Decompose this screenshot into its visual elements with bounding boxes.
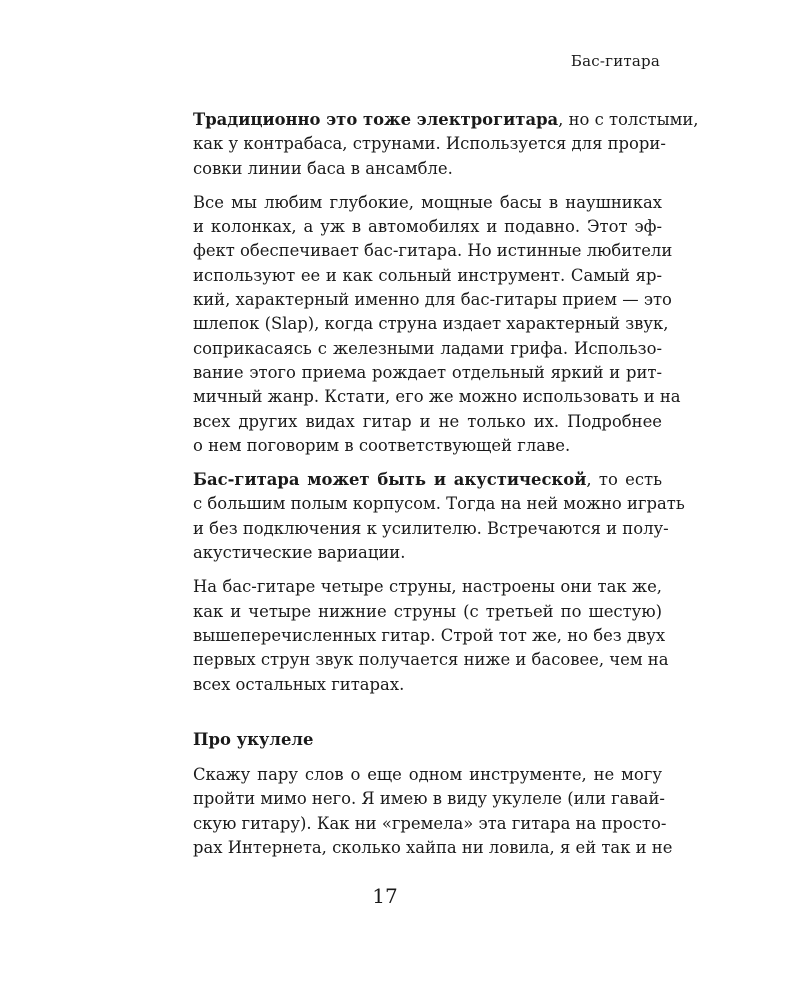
line-text: рах Интернета, сколько хайпа ни ловила, я ей так и не [193, 838, 673, 858]
line-text: вышеперечисленных гитар. Строй тот же, но без двух [193, 625, 666, 645]
paragraph [193, 575, 669, 696]
text-line [193, 541, 662, 565]
line-text: первых струн звук получается ниже и басовее, чем на [193, 650, 669, 670]
line-text: и колонках, а уж в автомобилях и подавно. Этот эф- [193, 217, 662, 237]
text-line [193, 108, 699, 132]
text-line [193, 434, 662, 458]
text-line [193, 239, 673, 263]
text-line [193, 312, 669, 336]
line-text: кий, характерный именно для бас-гитары прием — это [193, 290, 672, 310]
text-line [193, 624, 666, 648]
page-number: 17 [372, 884, 398, 908]
text-line [193, 385, 681, 409]
text-line [193, 157, 662, 181]
bold-phrase: Бас-гитара может быть и акустической [193, 470, 587, 490]
line-text: с большим полым корпусом. Тогда на ней можно играть [193, 494, 685, 514]
line-text: шлепок (Slap), когда струна издает характерный звук, [193, 314, 669, 334]
line-text: акустические вариации. [193, 543, 406, 563]
text-line [193, 575, 662, 599]
text-line [193, 468, 662, 492]
text-line [193, 673, 662, 697]
line-text: как и четыре нижние струны (с третьей по шестую) [193, 601, 662, 621]
line-text: как у контрабаса, струнами. Используется для прори- [193, 134, 666, 154]
text-line [193, 600, 662, 624]
line-text: и без подключения к усилителю. Встречаются и полу- [193, 518, 669, 538]
text-line [193, 361, 662, 385]
line-text: совки линии баса в ансамбле. [193, 158, 453, 178]
text-line [193, 836, 673, 860]
text-line [193, 787, 665, 811]
text-line [193, 410, 662, 434]
paragraph [193, 108, 699, 181]
line-text: Все мы любим глубокие, мощные басы в наушниках [193, 192, 662, 212]
line-text: используют ее и как сольный инструмент. Самый яр- [193, 265, 662, 285]
paragraph-list [193, 108, 699, 697]
paragraph [193, 763, 673, 860]
line-text: всех остальных гитарах. [193, 674, 405, 694]
line-text: скую гитару). Как ни «гремела» эта гитара на просто- [193, 813, 667, 833]
running-head: Бас-гитара [570, 52, 660, 70]
paragraph [193, 191, 681, 458]
bold-phrase: Традиционно это тоже электрогитара [193, 110, 559, 129]
line-text: вание этого приема рождает отдельный яркий и рит- [193, 362, 662, 382]
paragraph [193, 468, 685, 565]
text-line [193, 337, 662, 361]
line-text: Скажу пару слов о еще одном инструменте, не могу [193, 765, 662, 785]
text-line [193, 288, 672, 312]
text-line [193, 264, 662, 288]
body-text [193, 108, 699, 870]
line-text: На бас-гитаре четыре струны, настроены они так же, [193, 577, 662, 597]
text-line [193, 648, 669, 672]
line-text: соприкасаясь с железными ладами грифа. Использо- [193, 338, 662, 358]
line-text: , то есть [586, 470, 662, 490]
line-text: , но с толстыми, [558, 110, 699, 129]
section-heading: Про укулеле [193, 729, 314, 749]
line-text: мичный жанр. Кстати, его же можно использовать и на [193, 387, 681, 407]
text-line [193, 132, 666, 156]
section-paragraph-container [193, 763, 673, 860]
line-text: всех других видах гитар и не только их. Подробнее [193, 411, 662, 431]
text-line [193, 492, 685, 516]
line-text: о нем поговорим в соответствующей главе. [193, 435, 571, 455]
text-line [193, 191, 662, 215]
line-text: пройти мимо него. Я имею в виду укулеле (или гавай- [193, 789, 665, 809]
text-line [193, 215, 662, 239]
line-text: фект обеспечивает бас-гитара. Но истинные любители [193, 241, 673, 261]
text-line [193, 517, 669, 541]
text-line [193, 812, 667, 836]
text-line [193, 763, 662, 787]
